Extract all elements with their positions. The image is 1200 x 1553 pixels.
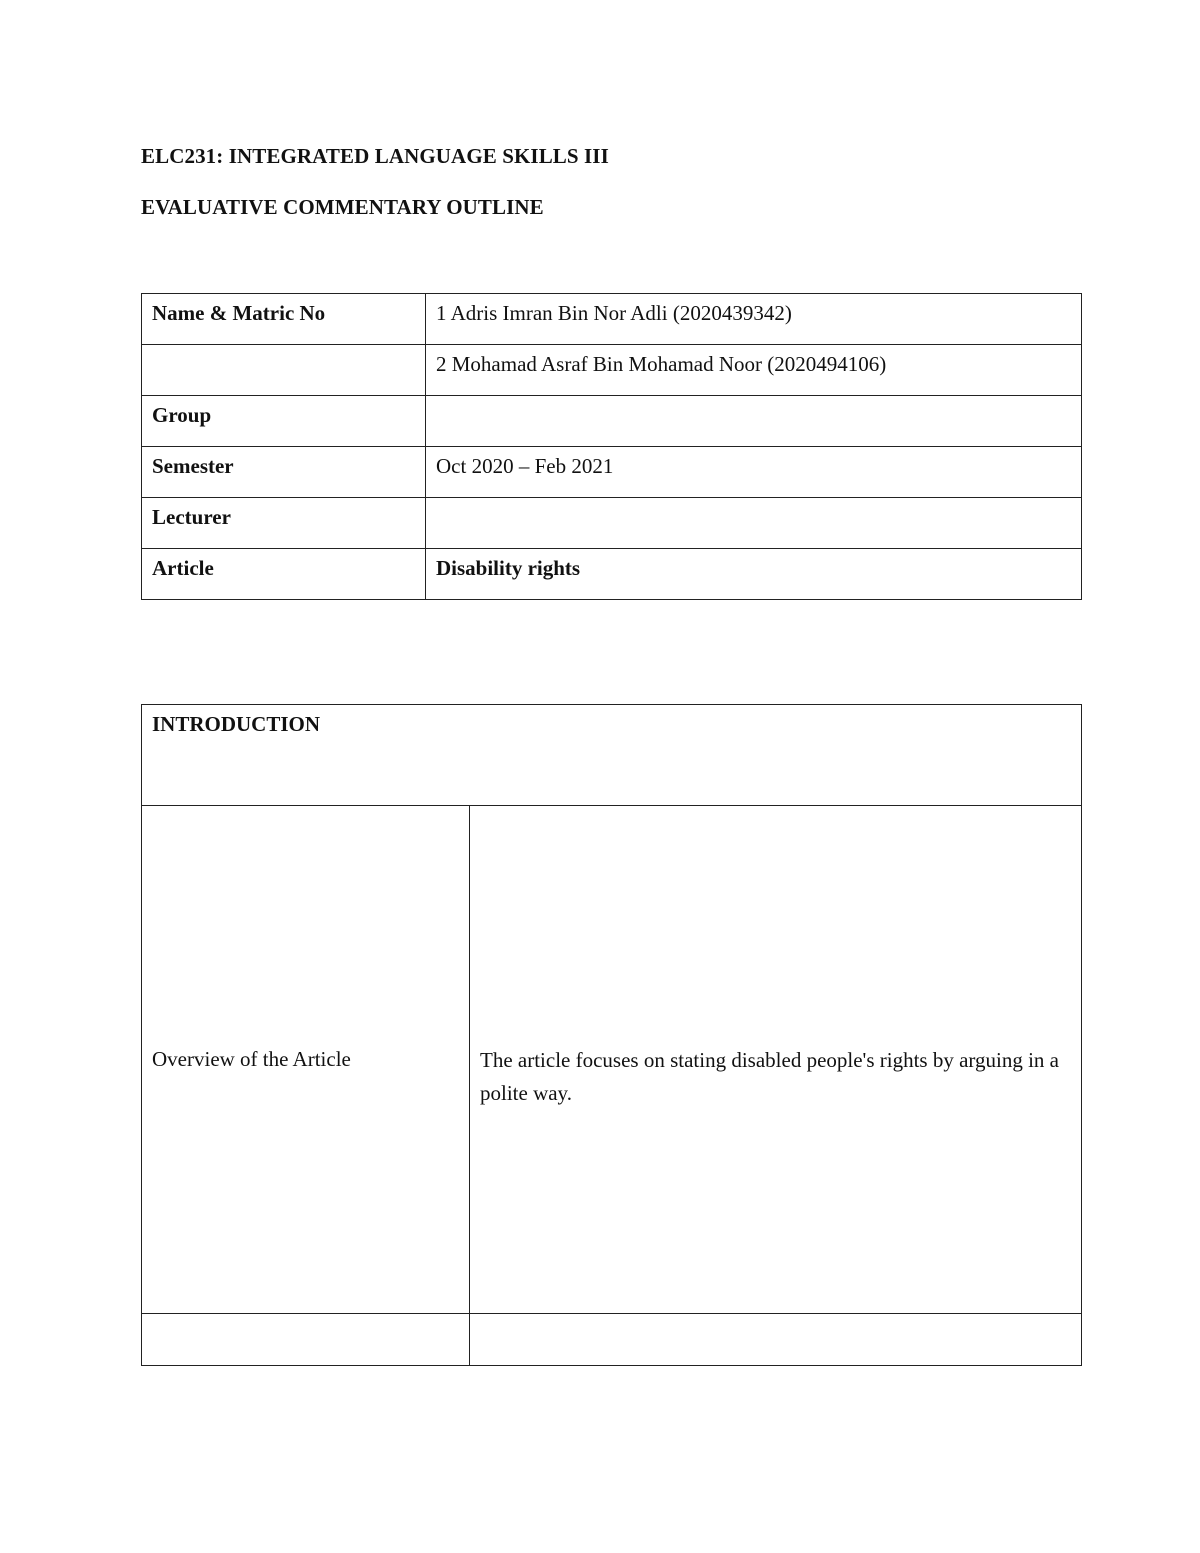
table-row	[142, 498, 1082, 549]
info-value	[426, 498, 1081, 501]
table-row	[142, 549, 1082, 600]
info-label-cell	[142, 294, 426, 345]
overview-label: Overview of the Article	[152, 1047, 351, 1071]
info-value: Disability rights	[436, 556, 581, 580]
info-value-cell	[426, 498, 1082, 549]
table-row	[142, 1314, 1082, 1366]
empty-value-cell	[470, 1314, 1082, 1366]
info-value-cell	[426, 396, 1082, 447]
course-title: ELC231: INTEGRATED LANGUAGE SKILLS III	[141, 144, 609, 168]
info-value: Oct 2020 – Feb 2021	[436, 454, 614, 478]
table-row	[142, 806, 1082, 1314]
info-value-cell	[426, 549, 1082, 600]
introduction-table	[141, 704, 1082, 1366]
info-value-cell	[426, 294, 1082, 345]
info-label: Article	[152, 556, 214, 580]
table-row	[142, 345, 1082, 396]
info-value: 2 Mohamad Asraf Bin Mohamad Noor (2020494106)	[436, 352, 887, 376]
introduction-heading-cell	[142, 705, 1082, 806]
introduction-heading: INTRODUCTION	[152, 712, 321, 736]
empty-label-cell	[142, 1314, 470, 1366]
table-row	[142, 705, 1082, 806]
document-title: EVALUATIVE COMMENTARY OUTLINE	[141, 195, 544, 219]
overview-text: The article focuses on stating disabled people's rights by arguing in a polite way.	[480, 1047, 1060, 1105]
empty-label	[142, 1314, 469, 1317]
empty-value	[470, 1314, 1081, 1317]
info-value-cell	[426, 447, 1082, 498]
overview-label-cell	[142, 806, 470, 1314]
info-value	[426, 396, 1081, 399]
info-label: Lecturer	[152, 505, 231, 529]
table-row	[142, 396, 1082, 447]
info-label	[142, 345, 425, 348]
info-label: Semester	[152, 454, 234, 478]
info-label-cell	[142, 549, 426, 600]
info-label-cell	[142, 498, 426, 549]
info-value-cell	[426, 345, 1082, 396]
student-info-table	[141, 293, 1082, 600]
info-label-cell	[142, 447, 426, 498]
table-row	[142, 447, 1082, 498]
info-value: 1 Adris Imran Bin Nor Adli (2020439342)	[436, 301, 792, 325]
info-label-cell	[142, 345, 426, 396]
overview-text-cell	[470, 806, 1082, 1314]
info-label: Group	[152, 403, 212, 427]
table-row	[142, 294, 1082, 345]
info-label-cell	[142, 396, 426, 447]
info-label: Name & Matric No	[152, 301, 326, 325]
